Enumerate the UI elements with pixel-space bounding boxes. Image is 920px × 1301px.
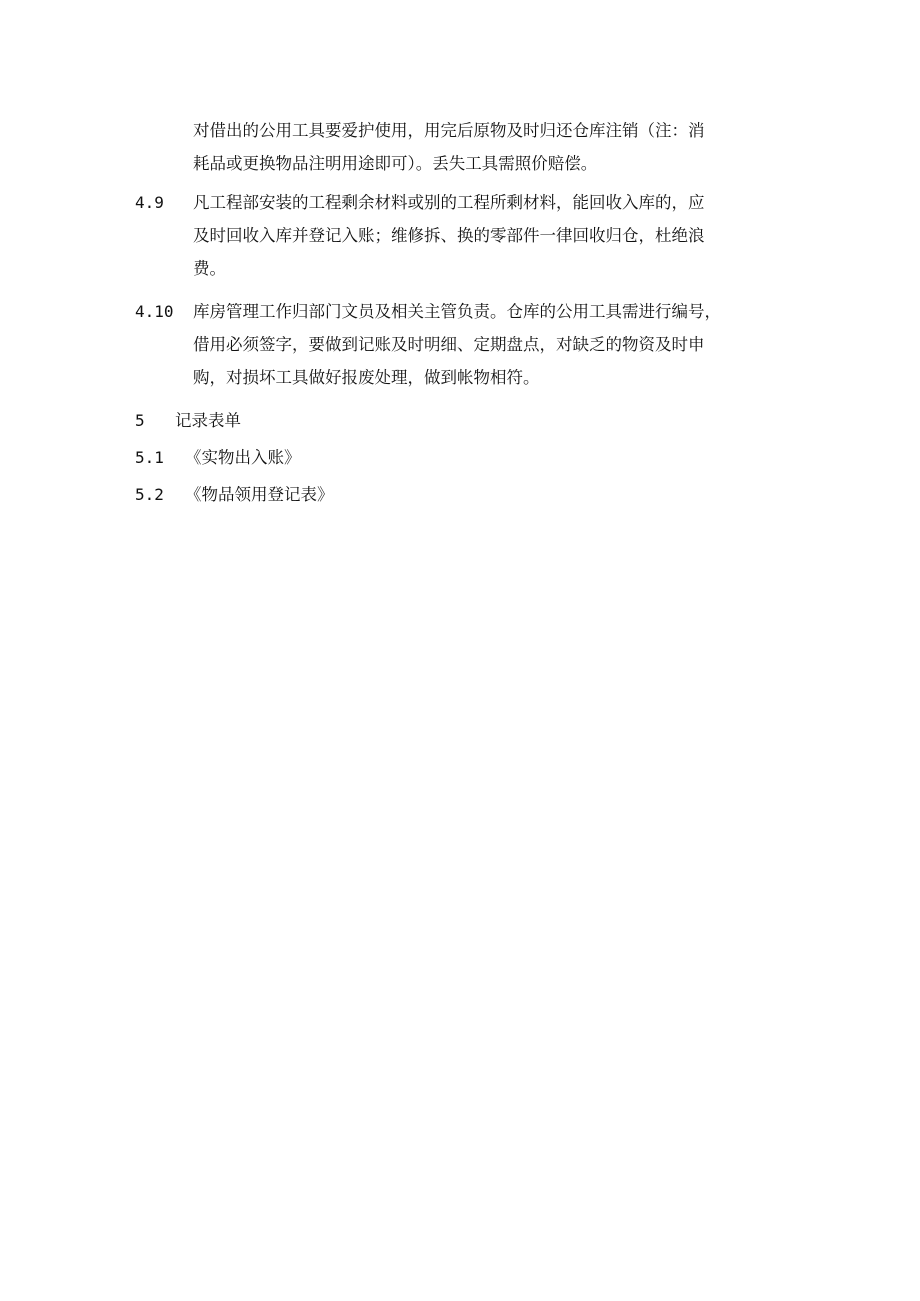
text-line: 《物品领用登记表》 (185, 485, 334, 504)
clause-number: 4.10 (135, 302, 174, 321)
text-line: 购，对损坏工具做好报废处理，做到帐物相符。 (193, 368, 540, 387)
text-line: 对借出的公用工具要爱护使用，用完后原物及时归还仓库注销（注：消 (193, 121, 705, 140)
text-line: 凡工程部安装的工程剩余材料或别的工程所剩材料，能回收入库的，应 (193, 193, 705, 212)
clause-text (193, 186, 783, 285)
clause-number: 5.2 (135, 485, 164, 504)
text-line: 记录表单 (175, 411, 241, 430)
text-line: 耗品或更换物品注明用途即可）。丢失工具需照价赔偿。 (193, 154, 598, 173)
text-line: 费。 (193, 259, 226, 278)
text-line: 借用必须签字，要做到记账及时明细、定期盘点，对缺乏的物资及时申 (193, 335, 705, 354)
paragraph-4-8-continuation (193, 114, 783, 180)
clause-text (185, 441, 775, 474)
clause-number: 5.1 (135, 448, 164, 467)
clause-text (193, 295, 783, 394)
section-title (175, 404, 765, 437)
clause-number: 4.9 (135, 193, 164, 212)
text-line: 《实物出入账》 (185, 448, 301, 467)
text-line: 库房管理工作归部门文员及相关主管负责。仓库的公用工具需进行编号， (193, 302, 721, 321)
clause-text (185, 478, 775, 511)
text-line: 及时回收入库并登记入账；维修拆、换的零部件一律回收归仓，杜绝浪 (193, 226, 705, 245)
section-number: 5 (135, 411, 145, 430)
